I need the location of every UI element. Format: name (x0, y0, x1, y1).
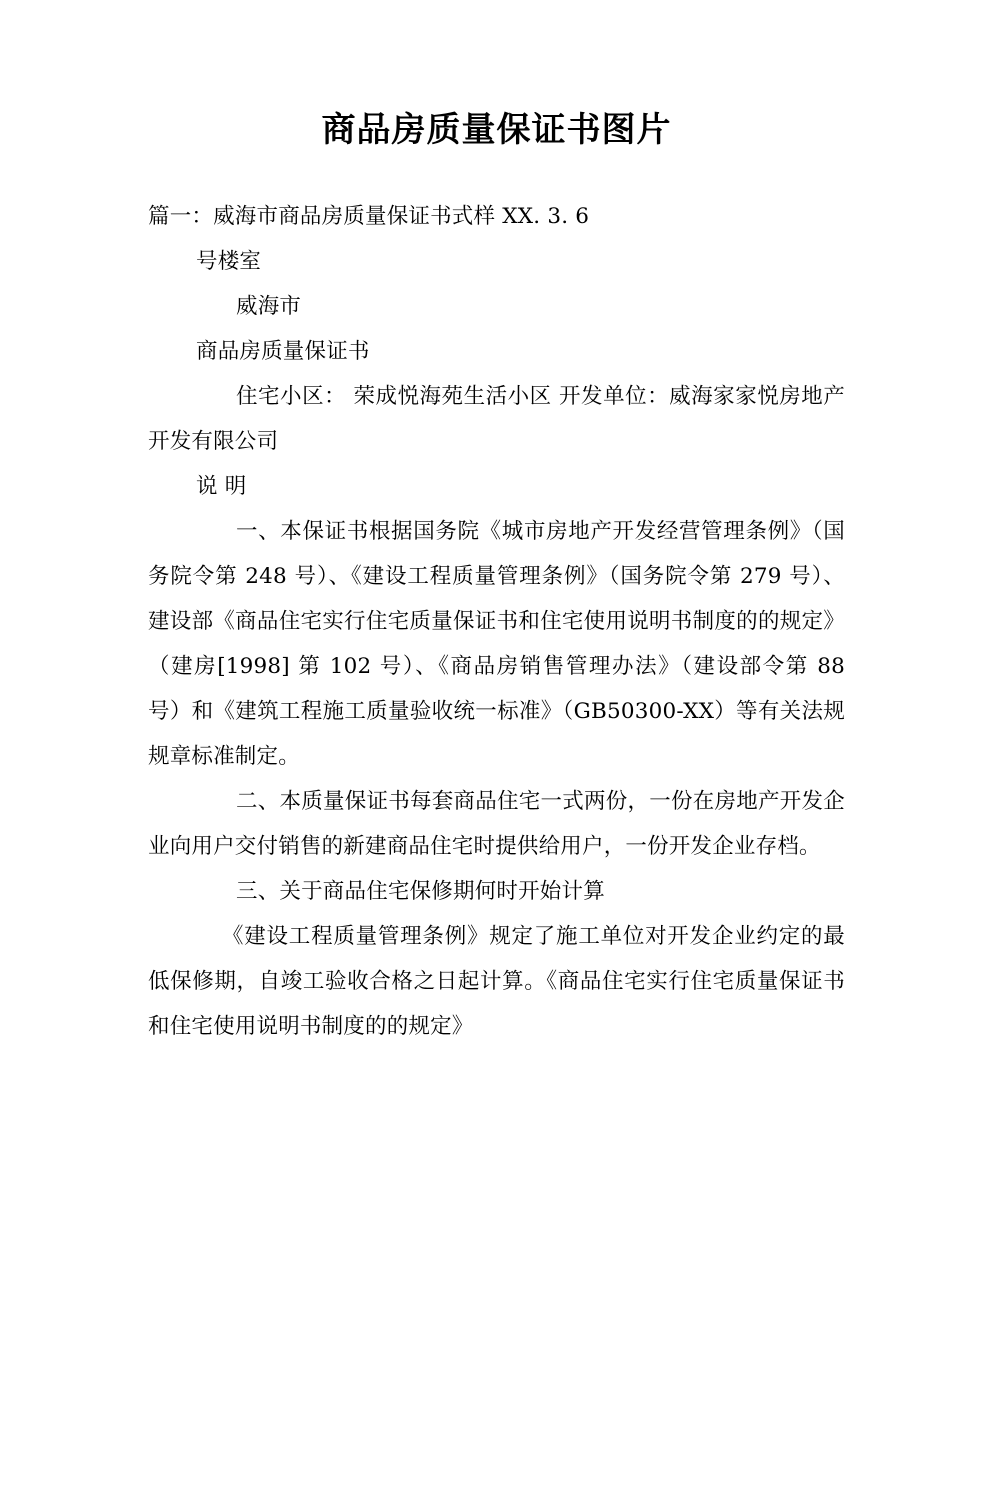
paragraph: 一、本保证书根据国务院《城市房地产开发经营管理条例》（国务院令第 248 号）、《建设工程质量管理条例》（国务院令第 279 号）、建设部《商品住宅实行住宅质量保证书和住宅使用说明书制度的的规定》（建房[1998] 第 102 号）、《商品房销售管理办法》（建设部令第 88 号）和《建筑工程施工质量验收统一标准》（GB50300-XX）等有关法规规章标准制定。 (148, 519, 845, 770)
paragraph: 《建设工程质量管理条例》规定了施工单位对开发企业约定的最低保修期，自竣工验收合格之日起计算。《商品住宅实行住宅质量保证书和住宅使用说明书制度的的规定》 (148, 924, 845, 1040)
paragraph: 三、关于商品住宅保修期何时开始计算 (236, 879, 605, 905)
paragraph: 威海市 (236, 294, 302, 320)
paragraph: 二、本质量保证书每套商品住宅一式两份，一份在房地产开发企业向用户交付销售的新建商品住宅时提供给用户，一份开发企业存档。 (148, 789, 845, 860)
paragraph: 号楼室 (196, 249, 262, 275)
paragraph: 住宅小区： 荣成悦海苑生活小区 开发单位：威海家家悦房地产开发有限公司 (148, 384, 845, 455)
document-page (0, 108, 993, 1512)
page-title: 商品房质量保证书图片 (321, 110, 672, 150)
document-body (148, 194, 845, 1049)
paragraph: 说 明 (196, 474, 247, 500)
paragraph: 篇一：威海市商品房质量保证书式样 XX. 3. 6 (148, 204, 590, 230)
paragraph: 商品房质量保证书 (196, 339, 370, 365)
